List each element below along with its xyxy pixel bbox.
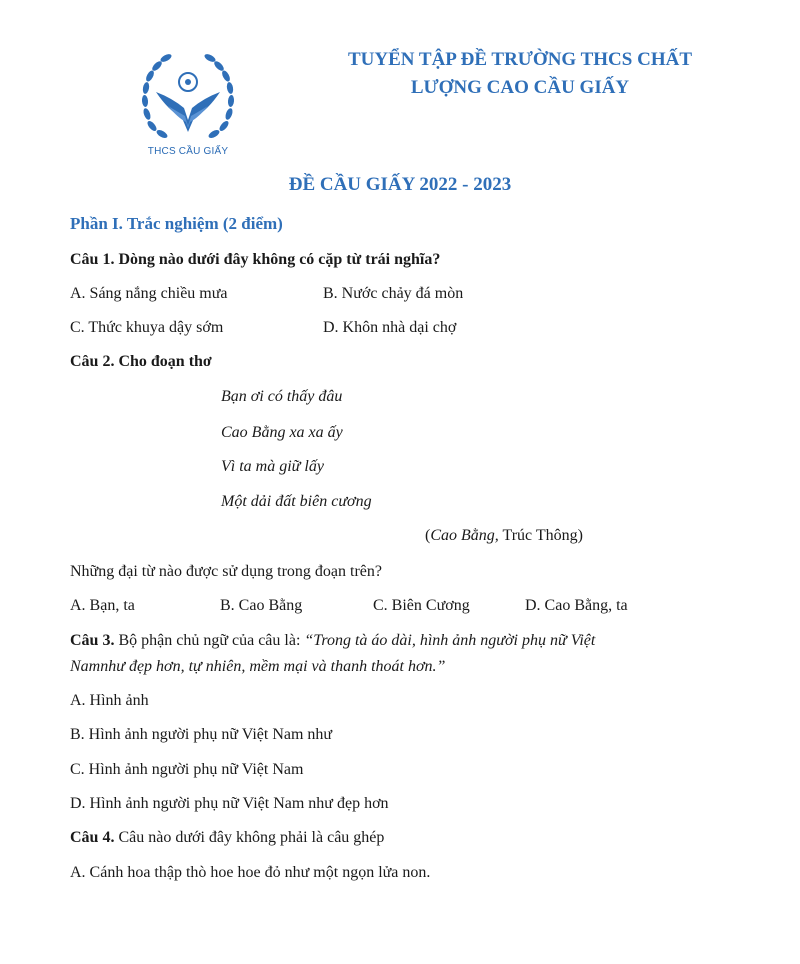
question-3-option-c: C. Hình ảnh người phụ nữ Việt Nam: [70, 761, 304, 778]
question-2-label: Câu 2. Cho đoạn thơ: [70, 353, 212, 370]
question-3-label: Câu 3.: [70, 632, 115, 649]
question-3-quote-line2: Namnhư đẹp hơn, tự nhiên, mềm mại và thanh thoát hơn.”: [70, 658, 446, 675]
school-logo: [138, 48, 238, 160]
question-2-prompt: Những đại từ nào được sử dụng trong đoạn trên?: [70, 563, 382, 580]
poem-line-4: Một dải đất biên cương: [221, 493, 372, 510]
poem-line-1: Bạn ơi có thấy đâu: [221, 388, 343, 405]
question-3-stem: [70, 632, 595, 650]
poem-line-3: Vì ta mà giữ lấy: [221, 458, 324, 475]
collection-title-line2: LƯỢNG CAO CẦU GIẤY: [410, 77, 630, 98]
question-2-option-c: C. Biên Cương: [373, 597, 470, 614]
collection-title: [300, 46, 740, 102]
question-3-quote-line1: “Trong tà áo dài, hình ảnh người phụ nữ Việt: [304, 632, 596, 649]
logo-caption: THCS CẦU GIẤY: [147, 146, 229, 157]
collection-title-line1: TUYỂN TẬP ĐỀ TRƯỜNG THCS CHẤT: [347, 49, 692, 70]
question-4-option-a: A. Cánh hoa thập thò hoe hoe đỏ như một ngọn lửa non.: [70, 864, 431, 881]
exam-title: ĐỀ CẦU GIẤY 2022 - 2023: [288, 174, 512, 195]
laurel-bird-emblem-icon: [138, 48, 238, 148]
question-2-option-d: D. Cao Bằng, ta: [525, 597, 628, 614]
question-2-option-a: A. Bạn, ta: [70, 597, 135, 614]
poem-source: [425, 527, 583, 545]
question-3-option-d: D. Hình ảnh người phụ nữ Việt Nam như đẹp hơn: [70, 795, 389, 812]
question-4-stem: [70, 829, 384, 847]
poem-line-2: Cao Bằng xa xa ấy: [221, 424, 343, 441]
question-4-label: Câu 4.: [70, 829, 115, 846]
question-1-option-c: C. Thức khuya dậy sớm: [70, 319, 224, 336]
poem-source-open: (: [425, 527, 431, 544]
question-1-label: Câu 1. Dòng nào dưới đây không có cặp từ trái nghĩa?: [70, 251, 441, 268]
question-3-text: Bộ phận chủ ngữ của câu là:: [114, 632, 305, 649]
question-4-text: Câu nào dưới đây không phải là câu ghép: [114, 829, 385, 846]
question-1-option-a: A. Sáng nắng chiều mưa: [70, 285, 228, 302]
section-heading: Phần I. Trắc nghiệm (2 điểm): [70, 214, 283, 233]
poem-source-author: Trúc Thông): [498, 527, 583, 544]
question-3-option-b: B. Hình ảnh người phụ nữ Việt Nam như: [70, 726, 333, 743]
question-2-option-b: B. Cao Bằng: [220, 597, 303, 614]
question-1-option-d: D. Khôn nhà dại chợ: [323, 319, 457, 336]
question-1-option-b: B. Nước chảy đá mòn: [323, 285, 464, 302]
poem-source-title: Cao Bằng,: [430, 527, 499, 544]
question-3-option-a: A. Hình ảnh: [70, 692, 149, 709]
